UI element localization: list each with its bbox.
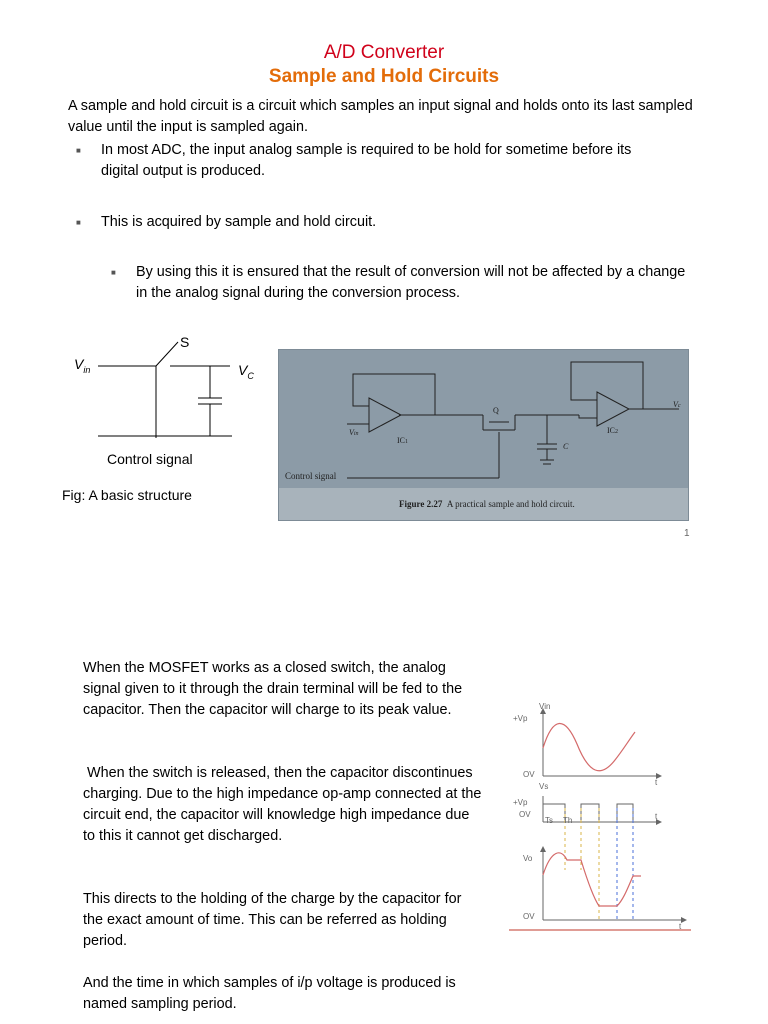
bullet-marker: ■ xyxy=(76,218,81,227)
intro-paragraph: A sample and hold circuit is a circuit which samples an input signal and holds onto its last sampled value until the input is sampled again. xyxy=(68,98,693,135)
th-label: Th xyxy=(563,816,573,825)
paragraph-1: When the MOSFET works as a closed switch, the analog signal given to it through the drain terminal will be fed to the capacitor. Then the capacitor will charge to its peak value. xyxy=(83,660,463,718)
vin-axis-label: Vin xyxy=(539,702,551,711)
practical-circuit-image xyxy=(278,349,689,521)
vo-axis-label: Vo xyxy=(523,854,533,863)
practical-vin-label: Vin xyxy=(349,428,359,437)
vs-axis-label: Vs xyxy=(539,782,549,791)
vp-label-2: +Vp xyxy=(513,798,528,807)
vc-label: $V_C$ xyxy=(238,362,254,381)
page-number: 1 xyxy=(684,528,690,539)
sub-bullet: By using this it is ensured that the result of conversion will not be affected by a change in the analog signal during the conversion process. xyxy=(136,264,686,301)
waveform-diagram xyxy=(505,700,695,935)
paragraph-4: And the time in which samples of i/p voltage is produced is named sampling period. xyxy=(83,975,456,1012)
ov-label-1: OV xyxy=(523,770,535,779)
t-label-3: t xyxy=(679,922,682,931)
bullet-marker: ■ xyxy=(76,146,81,155)
sample-hold-waveforms xyxy=(505,700,695,935)
practical-control-label: Control signal xyxy=(285,471,337,481)
control-signal-label: Control signal xyxy=(107,451,193,467)
ic2-label: IC2 xyxy=(607,426,618,435)
sub-bullet-marker: ■ xyxy=(111,268,116,277)
slide-subtitle: Sample and Hold Circuits xyxy=(268,66,500,87)
ts-label: Ts xyxy=(545,816,553,825)
switch-label: S xyxy=(180,334,190,350)
c-label: C xyxy=(563,442,569,451)
paragraph-3: This directs to the holding of the charge by the capacitor for the exact amount of time. This can be referred as holding period. xyxy=(83,891,462,949)
practical-circuit-diagram xyxy=(279,350,688,520)
q-label: Q xyxy=(493,406,499,415)
paragraph-2: When the switch is released, then the capacitor discontinues charging. Due to the high impedance op-amp connected at the circuit end, the capacitor will knowledge high impedance due to this it cannot get discharged. xyxy=(83,765,482,844)
vp-label-1: +Vp xyxy=(513,714,528,723)
bullet-1: In most ADC, the input analog sample is required to be hold for sometime before its digital output is produced. xyxy=(101,142,632,179)
ov-label-3: OV xyxy=(523,912,535,921)
bullet-2: This is acquired by sample and hold circuit. xyxy=(101,214,377,230)
t-label-1: t xyxy=(655,778,658,787)
vin-label: $V_{in}$ xyxy=(74,356,91,375)
practical-figure-caption: Figure 2.27 A practical sample and hold circuit. xyxy=(399,499,575,509)
slide-title: A/D Converter xyxy=(323,42,445,63)
ov-label-2: OV xyxy=(519,810,531,819)
ic1-label: IC1 xyxy=(397,436,408,445)
practical-vc-label: Vc xyxy=(673,400,681,409)
basic-figure-caption: Fig: A basic structure xyxy=(62,487,192,503)
t-label-2: t xyxy=(655,812,658,821)
